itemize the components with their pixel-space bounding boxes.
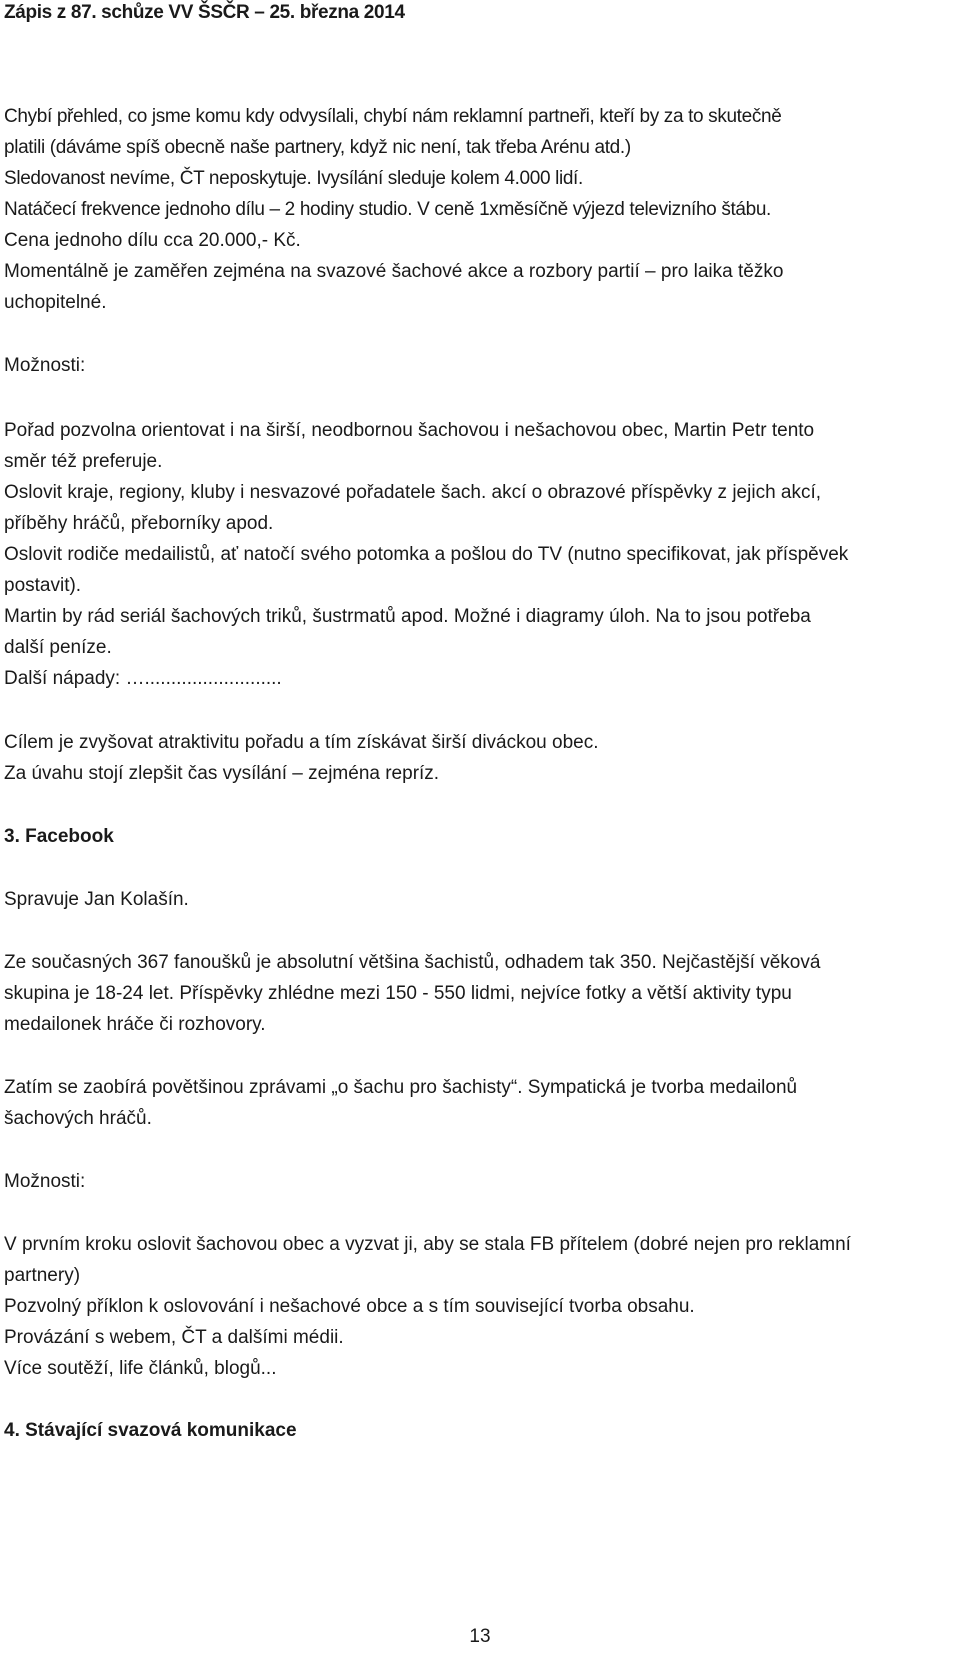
paragraph-line: Zatím se zaobírá povětšinou zprávami „o šachu pro šachisty“. Sympatická je tvorba medailonů <box>4 1077 798 1098</box>
options-heading: Možnosti: <box>4 1171 86 1192</box>
paragraph-line: uchopitelné. <box>4 292 107 313</box>
paragraph-line: Cena jednoho dílu cca 20.000,- Kč. <box>4 230 301 251</box>
paragraph-line: Chybí přehled, co jsme komu kdy odvysílali, chybí nám reklamní partneři, kteří by za to skutečně <box>4 106 782 127</box>
options-heading: Možnosti: <box>4 355 86 376</box>
paragraph-line: Více soutěží, life článků, blogů... <box>4 1358 277 1379</box>
paragraph-line: Natáčecí frekvence jednoho dílu – 2 hodiny studio. V ceně 1xměsíčně výjezd televizního štábu. <box>4 199 771 220</box>
paragraph-line: Pořad pozvolna orientovat i na širší, neodbornou šachovou i nešachovou obec, Martin Petr tento <box>4 420 815 441</box>
document-title: Zápis z 87. schůze VV ŠSČR – 25. března 2014 <box>4 2 405 23</box>
paragraph-line: Spravuje Jan Kolašín. <box>4 889 189 910</box>
section-heading-facebook: 3. Facebook <box>4 826 114 847</box>
paragraph-line: Za úvahu stojí zlepšit čas vysílání – zejména repríz. <box>4 763 440 784</box>
paragraph-line: Oslovit rodiče medailistů, ať natočí svého potomka a pošlou do TV (nutno specifikovat, jak příspěvek <box>4 544 849 565</box>
paragraph-line: platili (dáváme spíš obecně naše partnery, když nic není, tak třeba Arénu atd.) <box>4 137 631 158</box>
paragraph-line: Momentálně je zaměřen zejména na svazové šachové akce a rozbory partií – pro laika těžko <box>4 261 784 282</box>
paragraph-line: postavit). <box>4 575 82 596</box>
paragraph-line: Sledovanost nevíme, ČT neposkytuje. Ivysílání sleduje kolem 4.000 lidí. <box>4 168 583 189</box>
paragraph-line: příběhy hráčů, přeborníky apod. <box>4 513 274 534</box>
paragraph-line: Oslovit kraje, regiony, kluby i nesvazové pořadatele šach. akcí o obrazové příspěvky z jejich akcí, <box>4 482 822 503</box>
paragraph-line: Provázání s webem, ČT a dalšími médii. <box>4 1327 344 1348</box>
paragraph-line: Martin by rád seriál šachových triků, šustrmatů apod. Možné i diagramy úloh. Na to jsou potřeba <box>4 606 811 627</box>
paragraph-line: partnery) <box>4 1265 81 1286</box>
paragraph-line: skupina je 18-24 let. Příspěvky zhlédne mezi 150 - 550 lidmi, nejvíce fotky a větší aktivity typu <box>4 983 792 1004</box>
page-number: 13 <box>469 1626 491 1647</box>
paragraph-line: směr též preferuje. <box>4 451 163 472</box>
paragraph-line: Cílem je zvyšovat atraktivitu pořadu a tím získávat širší diváckou obec. <box>4 732 599 753</box>
paragraph-line: šachových hráčů. <box>4 1108 152 1129</box>
paragraph-line: Další nápady: ….......................... <box>4 668 282 689</box>
paragraph-line: V prvním kroku oslovit šachovou obec a vyzvat ji, aby se stala FB přítelem (dobré nejen pro reklamní <box>4 1234 851 1255</box>
paragraph-line: medailonek hráče či rozhovory. <box>4 1014 266 1035</box>
paragraph-line: Ze současných 367 fanoušků je absolutní většina šachistů, odhadem tak 350. Nejčastější věková <box>4 952 821 973</box>
paragraph-line: další peníze. <box>4 637 112 658</box>
paragraph-line: Pozvolný příklon k oslovování i nešachové obce a s tím související tvorba obsahu. <box>4 1296 695 1317</box>
section-heading-communication: 4. Stávající svazová komunikace <box>4 1420 297 1441</box>
